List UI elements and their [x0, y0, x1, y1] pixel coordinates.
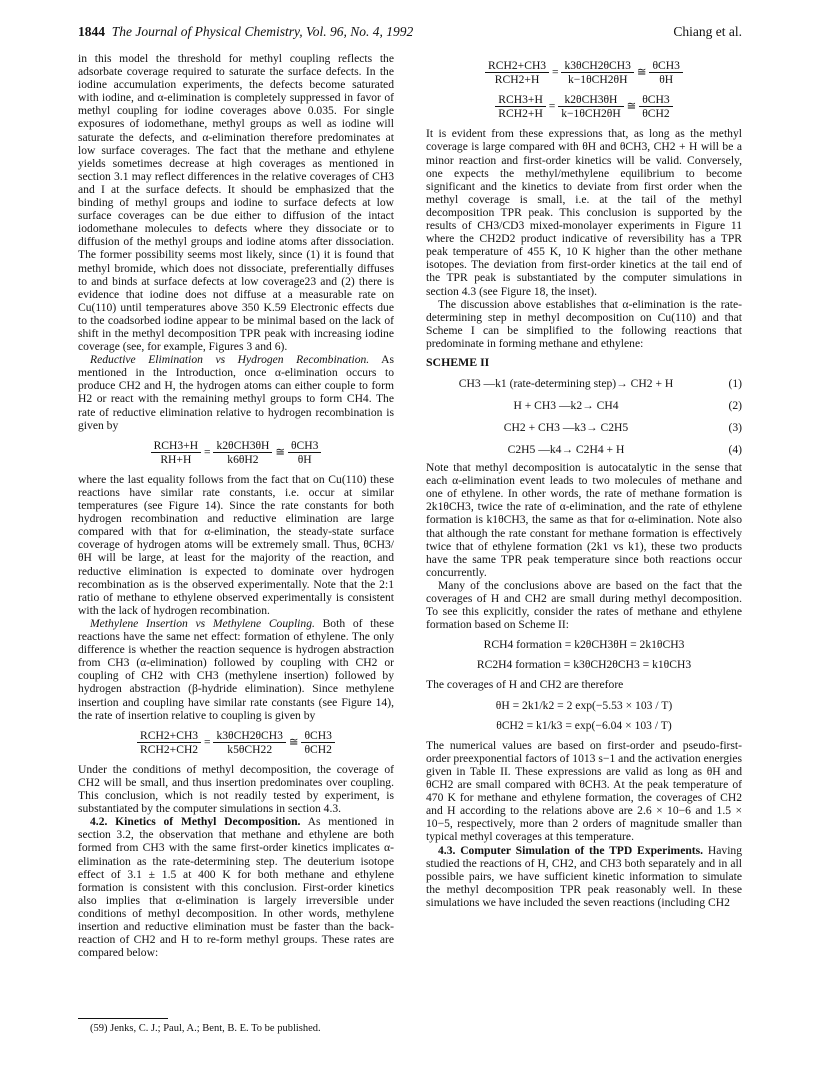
- eq1-mid-num: k2θCH3θH: [213, 439, 272, 453]
- equation-theta-ch2: θCH2 = k1/k3 = exp(−6.04 × 103 / T): [496, 718, 672, 732]
- eq2-rhs-num: θCH3: [301, 729, 334, 743]
- eq1-rhs-den: θH: [297, 452, 312, 466]
- eqA-mid-den: k−1θCH2θH: [567, 73, 628, 87]
- right-paragraph-1: It is evident from these expressions that, as long as the methyl coverage is large compared with θH and θCH3, CH2 + H will be a minor reaction and first-order kinetics will be valid. Conversely, one expects the methyl/methylene equilibrium to become significant and the kinetics to deviate from first order when the methyl coverage is small, i.e. at the tail of the methyl decomposition TPR peak. This conclusion is supported by the results of CH3/CD3 mixed-monolayer experiments in Figure 11 where the CH2D2 product indicative of reversibility has a TPR peak temperature of 455 K, 10 K higher than the other methane isotopes. The deviation from first-order kinetics at the tail end of the TPR peak is substantiated by the computer simulations in section 4.3 (see Figure 18, the inset).: [426, 127, 742, 298]
- eq2-lhs-den: RCH2+CH2: [140, 742, 199, 756]
- reaction-3-text: CH2 + CH3 —k3→ C2H5: [503, 421, 629, 435]
- right-paragraph-4: Many of the conclusions above are based on the fact that the coverages of H and CH2 are small during methyl decomposition. To see this explicitly, consider the rates of methane and ethylene formation based on Scheme II:: [426, 578, 742, 632]
- eq2-rhs-den: θCH2: [304, 742, 332, 756]
- eq1-lhs-den: RH+H: [160, 452, 192, 466]
- eqB-mid-num: k2θCH3θH: [558, 93, 624, 107]
- equation-insertion-vs-coupling: $\frac{\text{RCH2+CH3}}{\text{RCH2+CH2}}$ = $\frac{\text{k3θCH2θCH3}}{\text{k5θCH22}}$ ≅ $\frac{\text{θCH3}}{\text{θCH2}}$: [78, 729, 394, 756]
- reaction-4-number: (4): [728, 443, 742, 457]
- section-title-4-3: 4.3. Computer Simulation of the TPD Experiments.: [438, 843, 704, 857]
- equation-ethylene-rate: RC2H4 formation = k3θCH2θCH3 = k1θCH3: [476, 658, 692, 672]
- left-paragraph-4-body: Both of these reactions have the same net effect: formation of ethylene. The only difference is whether the reaction sequence is hydrogen abstraction from CH3 (α-elimination) followed by coupling with CH2 or coupling of CH2 with CH3 (methylene insertion) followed by hydrogen abstraction (β-hydride elimination). Since methylene insertion and coupling have similar rate constants (see Figure 14), the rate of insertion relative to coupling is given by: [78, 616, 394, 722]
- equation-reductive-vs-recombination: $\frac{\text{RCH3+H}}{RH+H}$ = $\frac{\text{k2θCH3θH}}{k6\theta H2}$ ≅ $\frac{\text{θCH3}}{\theta H}$: [78, 439, 394, 466]
- scheme-reaction-2: [426, 395, 742, 417]
- left-paragraph-5: Under the conditions of methyl decomposition, the coverage of CH2 will be small, and thus insertion predominates over coupling. This conclusion, which is not readily tested by experiment, is substantiated by the computer simulations in section 4.3.: [78, 762, 394, 816]
- eqB-mid-den: k−1θCH2θH: [561, 107, 621, 121]
- equation-reductive-vs-back-reaction: $\frac{\text{RCH3+H}}{\text{RCH2+H}}$ = $\frac{\text{k2θCH3θH}}{\text{k−1θCH2θH}}$ ≅ $\frac{\text{θCH3}}{\text{θCH2}}$: [426, 93, 742, 120]
- scheme-reaction-3: [426, 417, 742, 439]
- left-paragraph-1: in this model the threshold for methyl coupling reflects the adsorbate coverage required to saturate the surface defects. In the iodine accumulation experiments, the defects become saturated with iodine, and α-elimination is completely suppressed in favor of methyl coupling for iodine coverages above 0.035. For single exposures of iodomethane, methyl groups as well as iodine will saturate the defects, and α-elimination therefore predominates at low surface coverages. The fact that the methane and ethylene yields sometimes decrease at high coverages as mentioned in section 3.1 may reflect differences in the relative coverages of CH3 and I at the surface defects. It should be emphasized that the binding of methyl groups and iodine to surface defects at low surface coverages can be due either to diffusion of the intact iodomethane molecules to defects where they dissociate or to diffusion of the methyl groups and iodine atoms after dissociation. The former possibility seems most likely, since (1) it is found that methyl bromide, which does not dissociate, preferentially diffuses to and binds at surface defects at low coverage23 and (2) there is evidence that iodine does not diffuse at a measurable rate on Cu(110) until temperatures above 350 K.59 Electronic effects due to the coadsorbed iodine appear to be minimal based on the lack of shift in the methyl decomposition TPR peak with increasing iodine coverage (see, for example, Figures 3 and 6).: [78, 52, 394, 354]
- eqB-rhs-num: θCH3: [639, 93, 672, 107]
- eqB-lhs-den: RCH2+H: [498, 107, 543, 121]
- scheme-reaction-1: [426, 373, 742, 395]
- right-paragraph-7-body: Having studied the reactions of H, CH2, and CH3 both separately and in all possible pairs, we have sufficient kinetic information to simulate the methyl decomposition TPR peak reasonably well. In these simulations we have included the seven reactions (including CH2: [426, 843, 743, 909]
- header-authors: Chiang et al.: [673, 24, 742, 39]
- eqB-lhs-num: RCH3+H: [495, 93, 546, 107]
- reaction-2-text: H + CH3 —k2→ CH4: [513, 399, 619, 413]
- eqA-rhs-den: θH: [659, 73, 674, 87]
- right-column: [426, 52, 742, 909]
- reaction-3-number: (3): [728, 421, 742, 435]
- left-column: [78, 52, 394, 959]
- reaction-2-number: (2): [728, 399, 742, 413]
- left-paragraph-6: [78, 815, 394, 959]
- reaction-1-number: (1): [728, 377, 742, 391]
- reaction-4-text: C2H5 —k4→ C2H4 + H: [507, 443, 625, 457]
- subsection-title-methylene: Methylene Insertion vs Methylene Coupling.: [90, 616, 315, 630]
- right-paragraph-3: Note that methyl decomposition is autocatalytic in the sense that each α-elimination event leads to two molecules of methane and one of ethylene. In other words, the rate of methane formation is 2k1θCH3, twice the rate of α-elimination, and the rate of ethylene formation is k1θCH3, the same as that for α-elimination. Note also that although the rate constant for methane formation is effectively twice that of ethylene formation (2k1 vs k1), these two products have the same TPR peak temperature since both reactions occur concurrently.: [426, 461, 742, 579]
- right-paragraph-2: The discussion above establishes that α-elimination is the rate-determining step in methyl decomposition on Cu(110) and that Scheme I can be simplified to the following reactions that predominate in forming methane and ethylene:: [426, 297, 742, 350]
- section-title-4-2: 4.2. Kinetics of Methyl Decomposition.: [90, 815, 301, 829]
- running-header: [78, 24, 742, 44]
- eq2-lhs-num: RCH2+CH3: [137, 729, 201, 743]
- equation-insertion-vs-back-reaction: $\frac{\text{RCH2+CH3}}{\text{RCH2+H}}$ = $\frac{\text{k3θCH2θCH3}}{\text{k−1θCH2θH}}$ ≅ $\frac{\text{θCH3}}{\theta H}$: [426, 59, 742, 86]
- eqA-rhs-num: θCH3: [649, 59, 682, 73]
- header-left: [78, 24, 413, 40]
- left-paragraph-6-body: As mentioned in section 3.2, the observation that methane and ethylene are both formed from CH3 with the same first-order kinetics implicates α-elimination as the rate-determining step. The deuterium isotope effect of 3.1 ± 1.5 at 400 K for both methane and ethylene formation is consistent with this conclusion. First-order kinetics also implies that α-elimination is largely irreversible under conditions of methyl decomposition. In other words, methylene insertion and reductive elimination must be faster than the back-reaction of CH2 and H to re-form methyl groups. These rates are compared below:: [78, 815, 394, 960]
- left-paragraph-2: [78, 353, 394, 432]
- eqB-rhs-den: θCH2: [642, 107, 670, 121]
- equation-methane-rate: RCH4 formation = k2θCH3θH = 2k1θCH3: [483, 638, 685, 652]
- reaction-1-text: CH3 —k1 (rate-determining step)→ CH2 + H: [458, 377, 674, 391]
- eqA-lhs-num: RCH2+CH3: [485, 59, 549, 73]
- eq2-mid-num: k3θCH2θCH3: [213, 729, 286, 743]
- left-paragraph-4: [78, 617, 394, 722]
- left-paragraph-3: where the last equality follows from the fact that on Cu(110) these reactions have similar rate constants, i.e. occur at similar temperatures (see Figure 14). Since the rate constants for both hydrogen recombination and reductive elimination are large compared with that for α-elimination, the steady-state surface coverage of hydrogen atoms will be extremely small. Thus, θCH3/θH will be large, at least for the majority of the reaction, and reductive elimination is expected to dominate over hydrogen recombination as is the observed experimentally. Note that the 2:1 ratio of methane to ethylene observed experimentally is consistent with the lack of hydrogen recombination.: [78, 472, 394, 617]
- right-paragraph-7: [426, 844, 742, 909]
- subsection-title-reductive: Reductive Elimination vs Hydrogen Recombination.: [90, 353, 370, 367]
- eqA-lhs-den: RCH2+H: [494, 73, 540, 87]
- page-number: 1844: [78, 24, 105, 39]
- right-paragraph-5: The coverages of H and CH2 are therefore: [426, 678, 624, 692]
- eq1-lhs-num: RCH3+H: [151, 439, 202, 453]
- journal-citation: The Journal of Physical Chemistry, Vol. 96, No. 4, 1992: [111, 24, 414, 39]
- right-paragraph-6: The numerical values are based on first-order and pseudo-first-order preexponential factors of 1013 s−1 and the activation energies given in Table II. These expressions are valid as long as θH and θCH2 are small compared with θCH3. At the peak temperature of 470 K for methane and ethylene formation, the coverages of CH2 and H according to the relations above are 2.6 × 10−6 and 1.5 × 10−5, respectively, more than 2 orders of magnitude smaller than typical methyl coverages at this temperature.: [426, 738, 742, 844]
- scheme-reaction-4: [426, 439, 742, 461]
- equation-theta-h: θH = 2k1/k2 = 2 exp(−5.53 × 103 / T): [495, 698, 673, 712]
- eq1-rhs-num: θCH3: [288, 439, 321, 453]
- eq1-mid-den: k6θH2: [227, 452, 259, 466]
- footnote-divider: [78, 1018, 168, 1019]
- left-paragraph-2-body: As mentioned in the Introduction, once α-elimination occurs to produce CH2 and H, the hydrogen atoms can either couple to form H2 or react with the remaining methyl groups to form CH4. The rate of reductive elimination relative to hydrogen recombination is given by: [78, 353, 394, 432]
- footnote-59: (59) Jenks, C. J.; Paul, A.; Bent, B. E. To be published.: [90, 1023, 321, 1034]
- eqA-mid-num: k3θCH2θCH3: [561, 59, 634, 73]
- eq2-mid-den: k5θCH22: [227, 742, 273, 756]
- scheme-title: SCHEME II: [426, 354, 490, 369]
